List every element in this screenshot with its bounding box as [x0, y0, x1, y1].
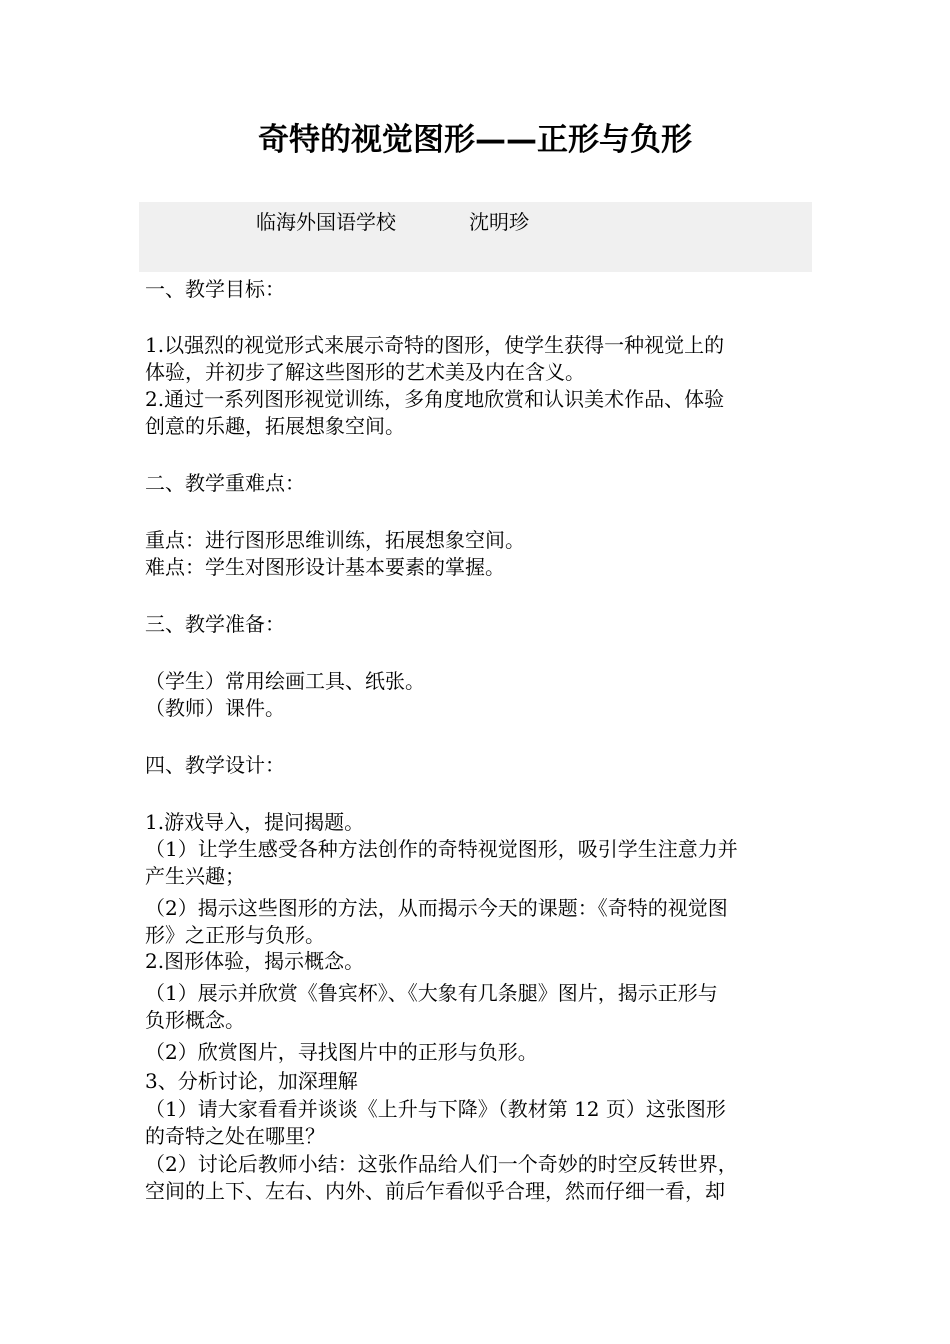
- paragraph-line: 1.游戏导入，提问揭题。: [145, 810, 365, 834]
- paragraph-line: （2）欣赏图片，寻找图片中的正形与负形。: [145, 1040, 538, 1064]
- section-heading-preparation: 三、教学准备：: [145, 612, 285, 636]
- paragraph-line: （2）讨论后教师小结：这张作品给人们一个奇妙的时空反转世界，: [145, 1152, 738, 1176]
- paragraph-line: （1）请大家看看并谈谈《上升与下降》（教材第 12 页）这张图形: [145, 1097, 726, 1121]
- byline-author: 沈明珍: [469, 210, 529, 234]
- section-heading-objectives: 一、教学目标：: [145, 277, 285, 301]
- paragraph-line: 重点：进行图形思维训练，拓展想象空间。: [145, 528, 525, 552]
- paragraph-line: 形》之正形与负形。: [145, 923, 325, 947]
- section-heading-design: 四、教学设计：: [145, 753, 285, 777]
- page-title: 奇特的视觉图形——正形与负形: [258, 122, 692, 158]
- paragraph-line: 2.图形体验，揭示概念。: [145, 949, 365, 973]
- paragraph-line: 难点：学生对图形设计基本要素的掌握。: [145, 555, 505, 579]
- paragraph-line: 创意的乐趣，拓展想象空间。: [145, 414, 405, 438]
- paragraph-line: （教师）课件。: [145, 696, 285, 720]
- section-heading-key-points: 二、教学重难点：: [145, 471, 305, 495]
- paragraph-line: 空间的上下、左右、内外、前后乍看似乎合理，然而仔细一看，却: [145, 1179, 725, 1203]
- paragraph-line: 2.通过一系列图形视觉训练，多角度地欣赏和认识美术作品、体验: [145, 387, 725, 411]
- paragraph-line: 产生兴趣；: [145, 864, 245, 888]
- paragraph-line: 负形概念。: [145, 1008, 245, 1032]
- paragraph-line: 的奇特之处在哪里？: [145, 1124, 325, 1148]
- paragraph-line: 1.以强烈的视觉形式来展示奇特的图形，使学生获得一种视觉上的: [145, 333, 725, 357]
- paragraph-line: （2）揭示这些图形的方法，从而揭示今天的课题：《奇特的视觉图: [145, 896, 728, 920]
- paragraph-line: （1）展示并欣赏《鲁宾杯》、《大象有几条腿》图片，揭示正形与: [145, 981, 718, 1005]
- paragraph-line: （学生）常用绘画工具、纸张。: [145, 669, 425, 693]
- paragraph-line: 体验，并初步了解这些图形的艺术美及内在含义。: [145, 360, 585, 384]
- paragraph-line: 3、分析讨论，加深理解: [145, 1069, 358, 1093]
- paragraph-line: （1）让学生感受各种方法创作的奇特视觉图形，吸引学生注意力并: [145, 837, 738, 861]
- byline-school: 临海外国语学校: [256, 210, 396, 234]
